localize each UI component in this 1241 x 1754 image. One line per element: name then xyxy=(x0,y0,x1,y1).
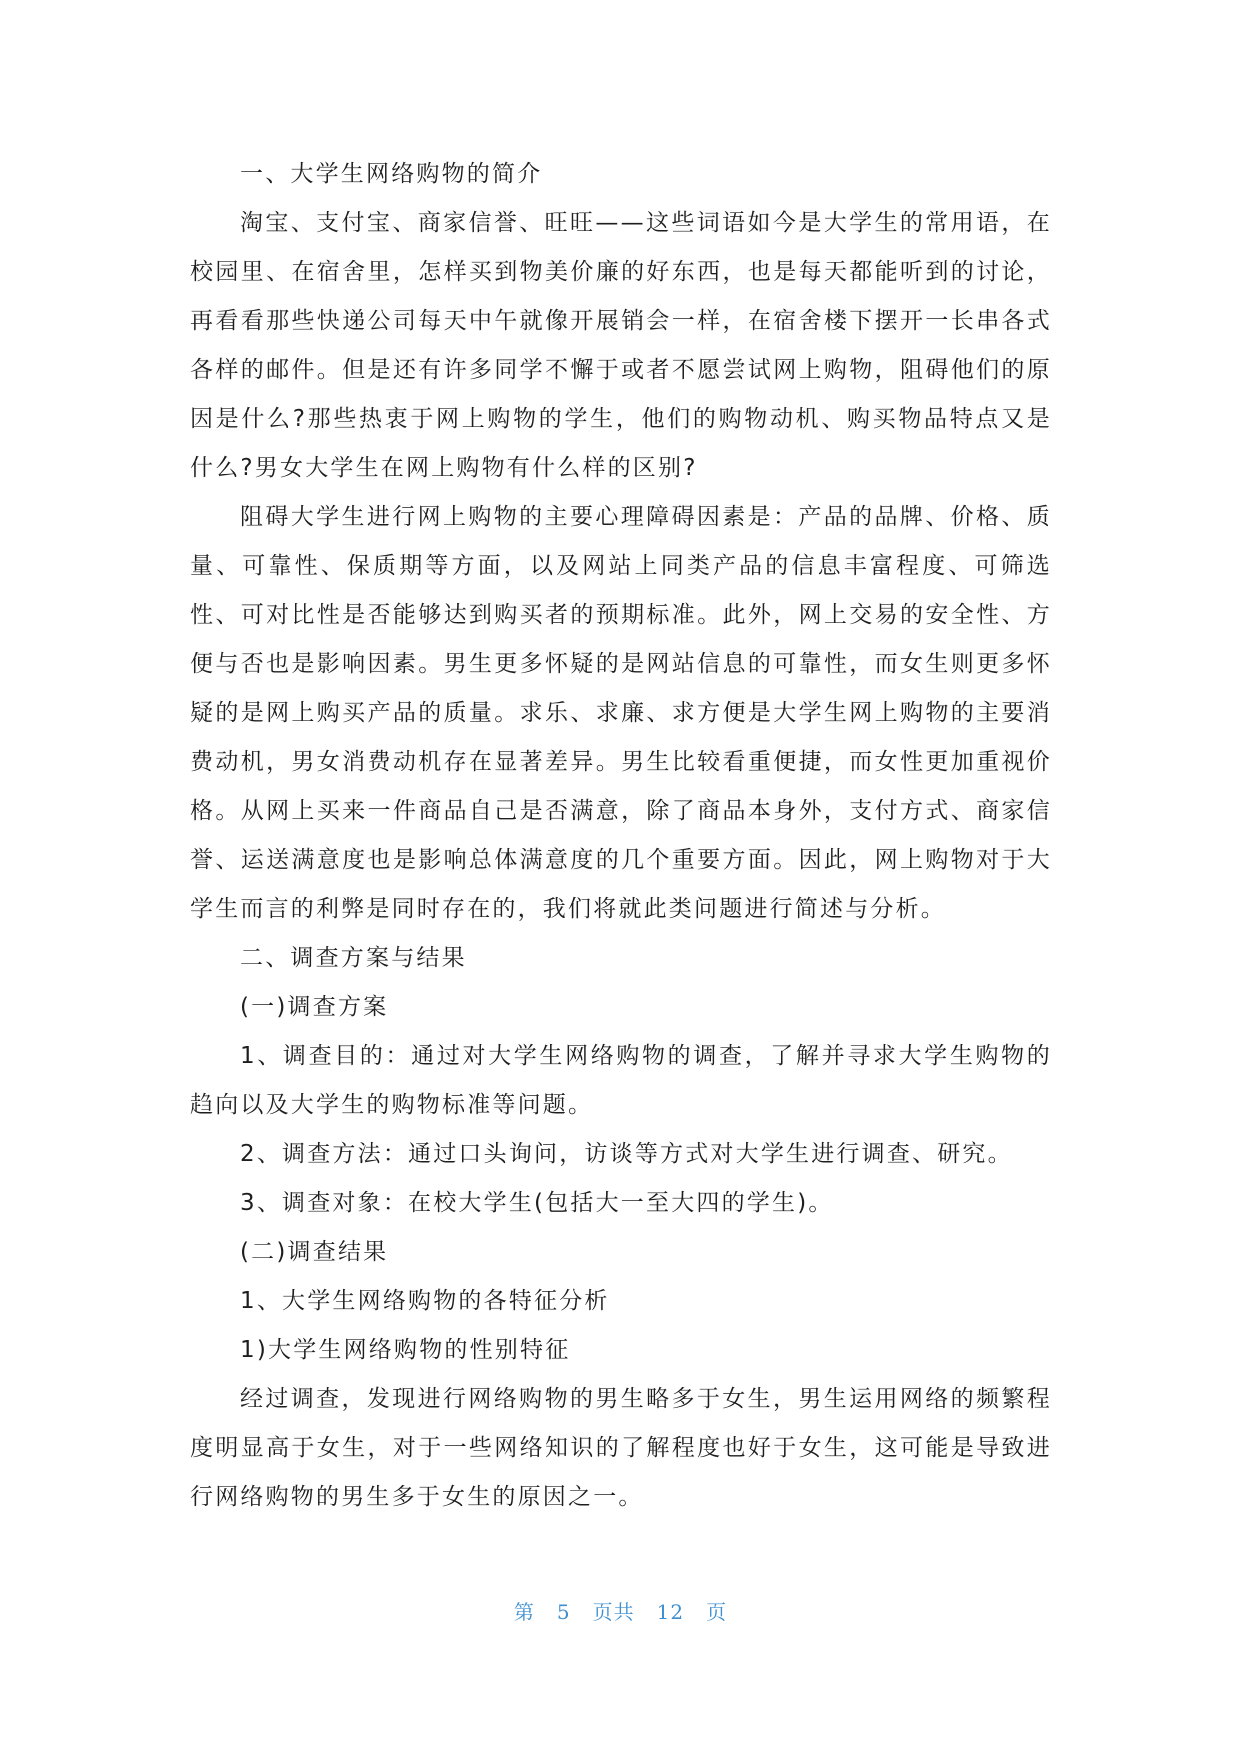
body-paragraph: 经过调查，发现进行网络购物的男生略多于女生，男生运用网络的频繁程度明显高于女生，对于一些网络知识的了解程度也好于女生，这可能是导致进行网络购物的男生多于女生的原因之一。 xyxy=(190,1386,1052,1510)
document-body xyxy=(190,150,1052,1522)
subsection-heading-results: (二)调查结果 xyxy=(240,1239,389,1265)
footer-middle: 页共 xyxy=(592,1600,635,1624)
subheading-gender-feature: 1)大学生网络购物的性别特征 xyxy=(240,1337,571,1363)
subsection-heading-plan: (一)调查方案 xyxy=(240,994,389,1020)
section-heading-survey: 二、调查方案与结果 xyxy=(240,945,467,971)
section-heading-intro: 一、大学生网络购物的简介 xyxy=(240,161,543,187)
page-footer xyxy=(0,1596,1241,1625)
footer-prefix: 第 xyxy=(513,1600,535,1624)
body-paragraph: 阻碍大学生进行网上购物的主要心理障碍因素是：产品的品牌、价格、质量、可靠性、保质期等方面，以及网站上同类产品的信息丰富程度、可筛选性、可对比性是否能够达到购买者的预期标准。此外，网上交易的安全性、方便与否也是影响因素。男生更多怀疑的是网站信息的可靠性，而女生则更多怀疑的是网上购买产品的质量。求乐、求廉、求方便是大学生网上购物的主要消费动机，男女消费动机存在显著差异。男生比较看重便捷，而女性更加重视价格。从网上买来一件商品自己是否满意，除了商品本身外，支付方式、商家信誉、运送满意度也是影响总体满意度的几个重要方面。因此，网上购物对于大学生而言的利弊是同时存在的，我们将就此类问题进行简述与分析。 xyxy=(190,504,1052,922)
subheading-feature-analysis: 1、大学生网络购物的各特征分析 xyxy=(240,1288,610,1314)
footer-current-page: 5 xyxy=(556,1600,571,1624)
body-paragraph: 淘宝、支付宝、商家信誉、旺旺——这些词语如今是大学生的常用语，在校园里、在宿舍里，怎样买到物美价廉的好东西，也是每天都能听到的讨论，再看看那些快递公司每天中午就像开展销会一样，在宿舍楼下摆开一长串各式各样的邮件。但是还有许多同学不懈于或者不愿尝试网上购物，阻碍他们的原因是什么?那些热衷于网上购物的学生，他们的购物动机、购买物品特点又是什么?男女大学生在网上购物有什么样的区别? xyxy=(190,210,1052,481)
footer-total-pages: 12 xyxy=(656,1600,685,1624)
list-item-subjects: 3、调查对象：在校大学生(包括大一至大四的学生)。 xyxy=(240,1190,834,1216)
list-item-purpose: 1、调查目的：通过对大学生网络购物的调查，了解并寻求大学生购物的趋向以及大学生的购物标准等问题。 xyxy=(190,1043,1052,1118)
list-item-method: 2、调查方法：通过口头询问，访谈等方式对大学生进行调查、研究。 xyxy=(240,1141,1013,1167)
footer-suffix: 页 xyxy=(706,1600,728,1624)
